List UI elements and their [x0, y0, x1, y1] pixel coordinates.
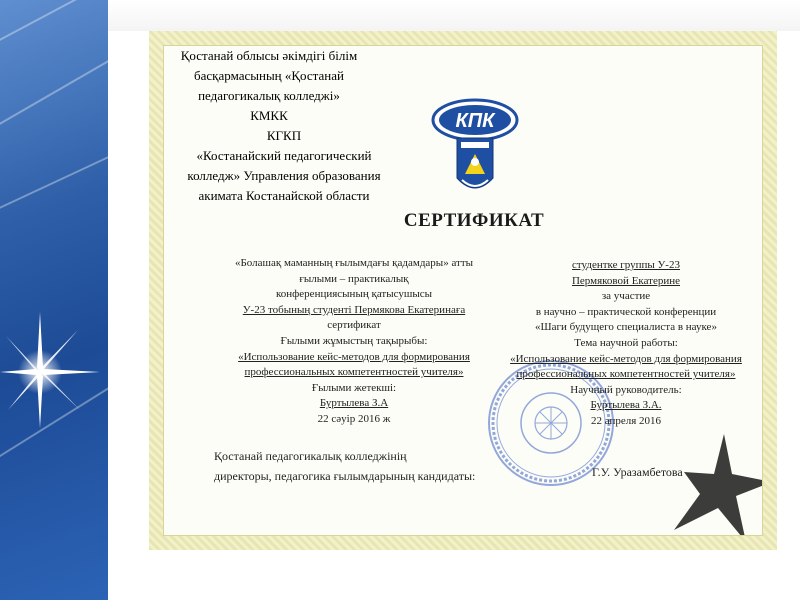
kazakh-line: Буртылева З.А	[319, 397, 389, 410]
kazakh-line: сертификат	[327, 319, 381, 332]
header-russian	[164, 126, 404, 206]
russian-line: «Шаги будущего специалиста в науке»	[535, 321, 717, 334]
left-decorative-panel	[0, 0, 108, 600]
certificate-title: СЕРТИФИКАТ	[403, 210, 545, 231]
russian-line: 22 апреля 2016	[590, 414, 662, 427]
certificate-paper	[163, 45, 763, 536]
russian-line: Научный руководитель:	[570, 383, 682, 396]
russian-line: в научно – практической конференции	[535, 305, 717, 318]
russian-line: профессиональных компетентностей учителя»	[516, 368, 736, 381]
header-kazakh-line: педагогикалық колледжі»	[198, 88, 340, 103]
header-kazakh-line: Қостанай облысы әкімдігі білім	[180, 48, 358, 63]
russian-line: за участие	[601, 290, 651, 303]
kazakh-line: Ғылыми жетекші:	[311, 381, 397, 394]
footer-signature-block	[214, 446, 475, 486]
star-watermark-icon	[654, 434, 763, 536]
russian-text-column	[476, 258, 763, 430]
russian-line: Буртылева З.А.	[590, 399, 662, 412]
director-name: Г.У. Уразамбетова	[592, 465, 683, 479]
russian-line: студентке группы У-23	[572, 259, 680, 271]
russian-line: Тема научной работы:	[574, 336, 678, 349]
kazakh-line: ғылыми – практикалық	[299, 272, 409, 285]
kazakh-line: У-23 тобының студенті Пермякова Екатеринаға	[242, 303, 466, 316]
kazakh-line: профессиональных компетентностей учителя»	[244, 366, 464, 379]
light-streak	[0, 0, 108, 62]
russian-line: «Использование кейс-методов для формирования	[510, 352, 742, 365]
header-russian-line: колледж» Управления образования	[187, 168, 381, 183]
header-kazakh	[164, 46, 374, 126]
header-russian-line: КГКП	[266, 128, 302, 143]
kazakh-line: 22 сәуір 2016 ж	[317, 412, 391, 425]
header-russian-line: акимата Костанайской области	[198, 188, 370, 203]
header-kazakh-line: басқармасының «Қостанай	[194, 68, 344, 83]
kazakh-text-column	[214, 256, 494, 428]
header-russian-line: «Костанайский педагогический	[196, 148, 372, 163]
light-streak	[0, 120, 108, 232]
scan-border	[108, 0, 800, 31]
footer-line: Қостанай педагогикалық колледжінің	[214, 449, 407, 463]
sparkle-star-icon	[0, 310, 108, 430]
kazakh-line: Ғылыми жұмыстың тақырыбы:	[280, 334, 428, 347]
footer-line: директоры, педагогика ғылымдарының кандидаты:	[214, 469, 476, 483]
certificate-frame	[149, 31, 777, 550]
header-kazakh-line: КМКК	[250, 108, 288, 123]
kazakh-line: «Болашақ маманның ғылымдағы қадамдары» атты	[234, 257, 474, 269]
russian-line: Пермяковой Екатерине	[571, 274, 681, 287]
college-logo	[430, 96, 520, 206]
kazakh-line: «Использование кейс-методов для формирования	[238, 350, 470, 363]
logo-text: КПК	[455, 110, 495, 132]
kazakh-line: конференциясының қатысушысы	[276, 288, 432, 301]
